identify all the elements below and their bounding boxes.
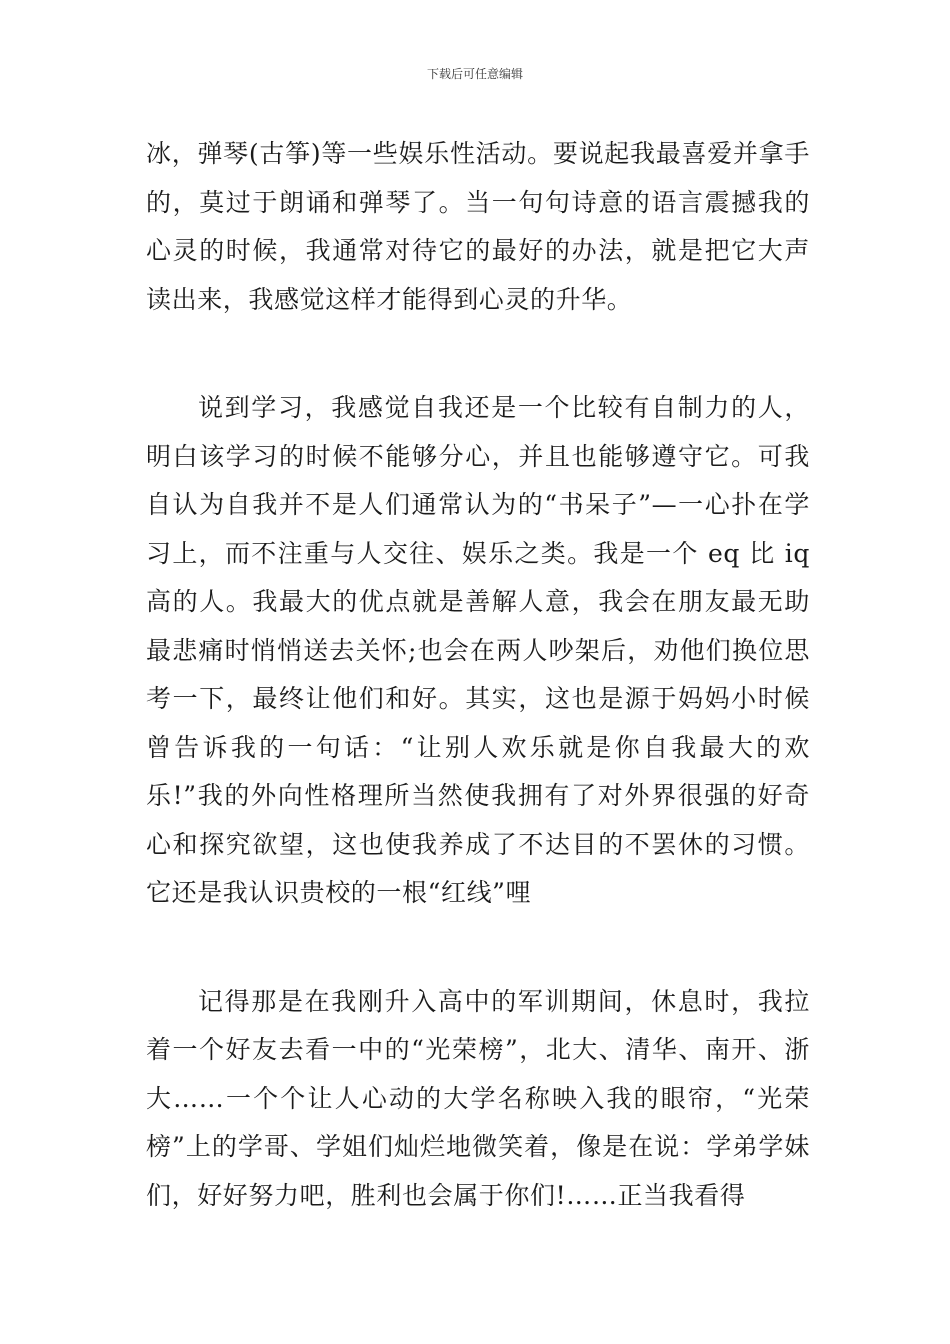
document-body (146, 130, 810, 1220)
page-header: 下载后可任意编辑 (426, 67, 523, 81)
paragraph-1: 冰，弹琴(古筝)等一些娱乐性活动。要说起我最喜爱并拿手的，莫过于朗诵和弹琴了。当一句句诗意的语言震撼我的心灵的时候，我通常对待它的最好的办法，就是把它大声读出来，我感觉这样才能得到心灵的升华。 (146, 139, 810, 314)
paragraph-2: 说到学习，我感觉自我还是一个比较有自制力的人，明白该学习的时候不能够分心，并且也能够遵守它。可我自认为自我并不是人们通常认为的“书呆子”—一心扑在学习上，而不注重与人交往、娱乐之类。我是一个 eq 比 iq 高的人。我最大的优点就是善解人意，我会在朋友最无助最悲痛时悄悄送去关怀;也会在两人吵架后，劝他们换位思考一下，最终让他们和好。其实，这也是源于妈妈小时候曾告诉我的一句话：“让别人欢乐就是你自我最大的欢乐!”我的外向性格理所当然使我拥有了对外界很强的好奇心和探究欲望，这也使我养成了不达目的不罢休的习惯。它还是我认识贵校的一根“红线”哩 (146, 393, 810, 907)
paragraph-gap (146, 324, 810, 384)
paragraph-gap (146, 918, 810, 978)
paragraph-3: 记得那是在我刚升入高中的军训期间，休息时，我拉着一个好友去看一中的“光荣榜”，北大、清华、南开、浙大……一个个让人心动的大学名称映入我的眼帘，“光荣榜”上的学哥、学姐们灿烂地微笑着，像是在说：学弟学妹们，好好努力吧，胜利也会属于你们!……正当我看得 (146, 986, 810, 1210)
